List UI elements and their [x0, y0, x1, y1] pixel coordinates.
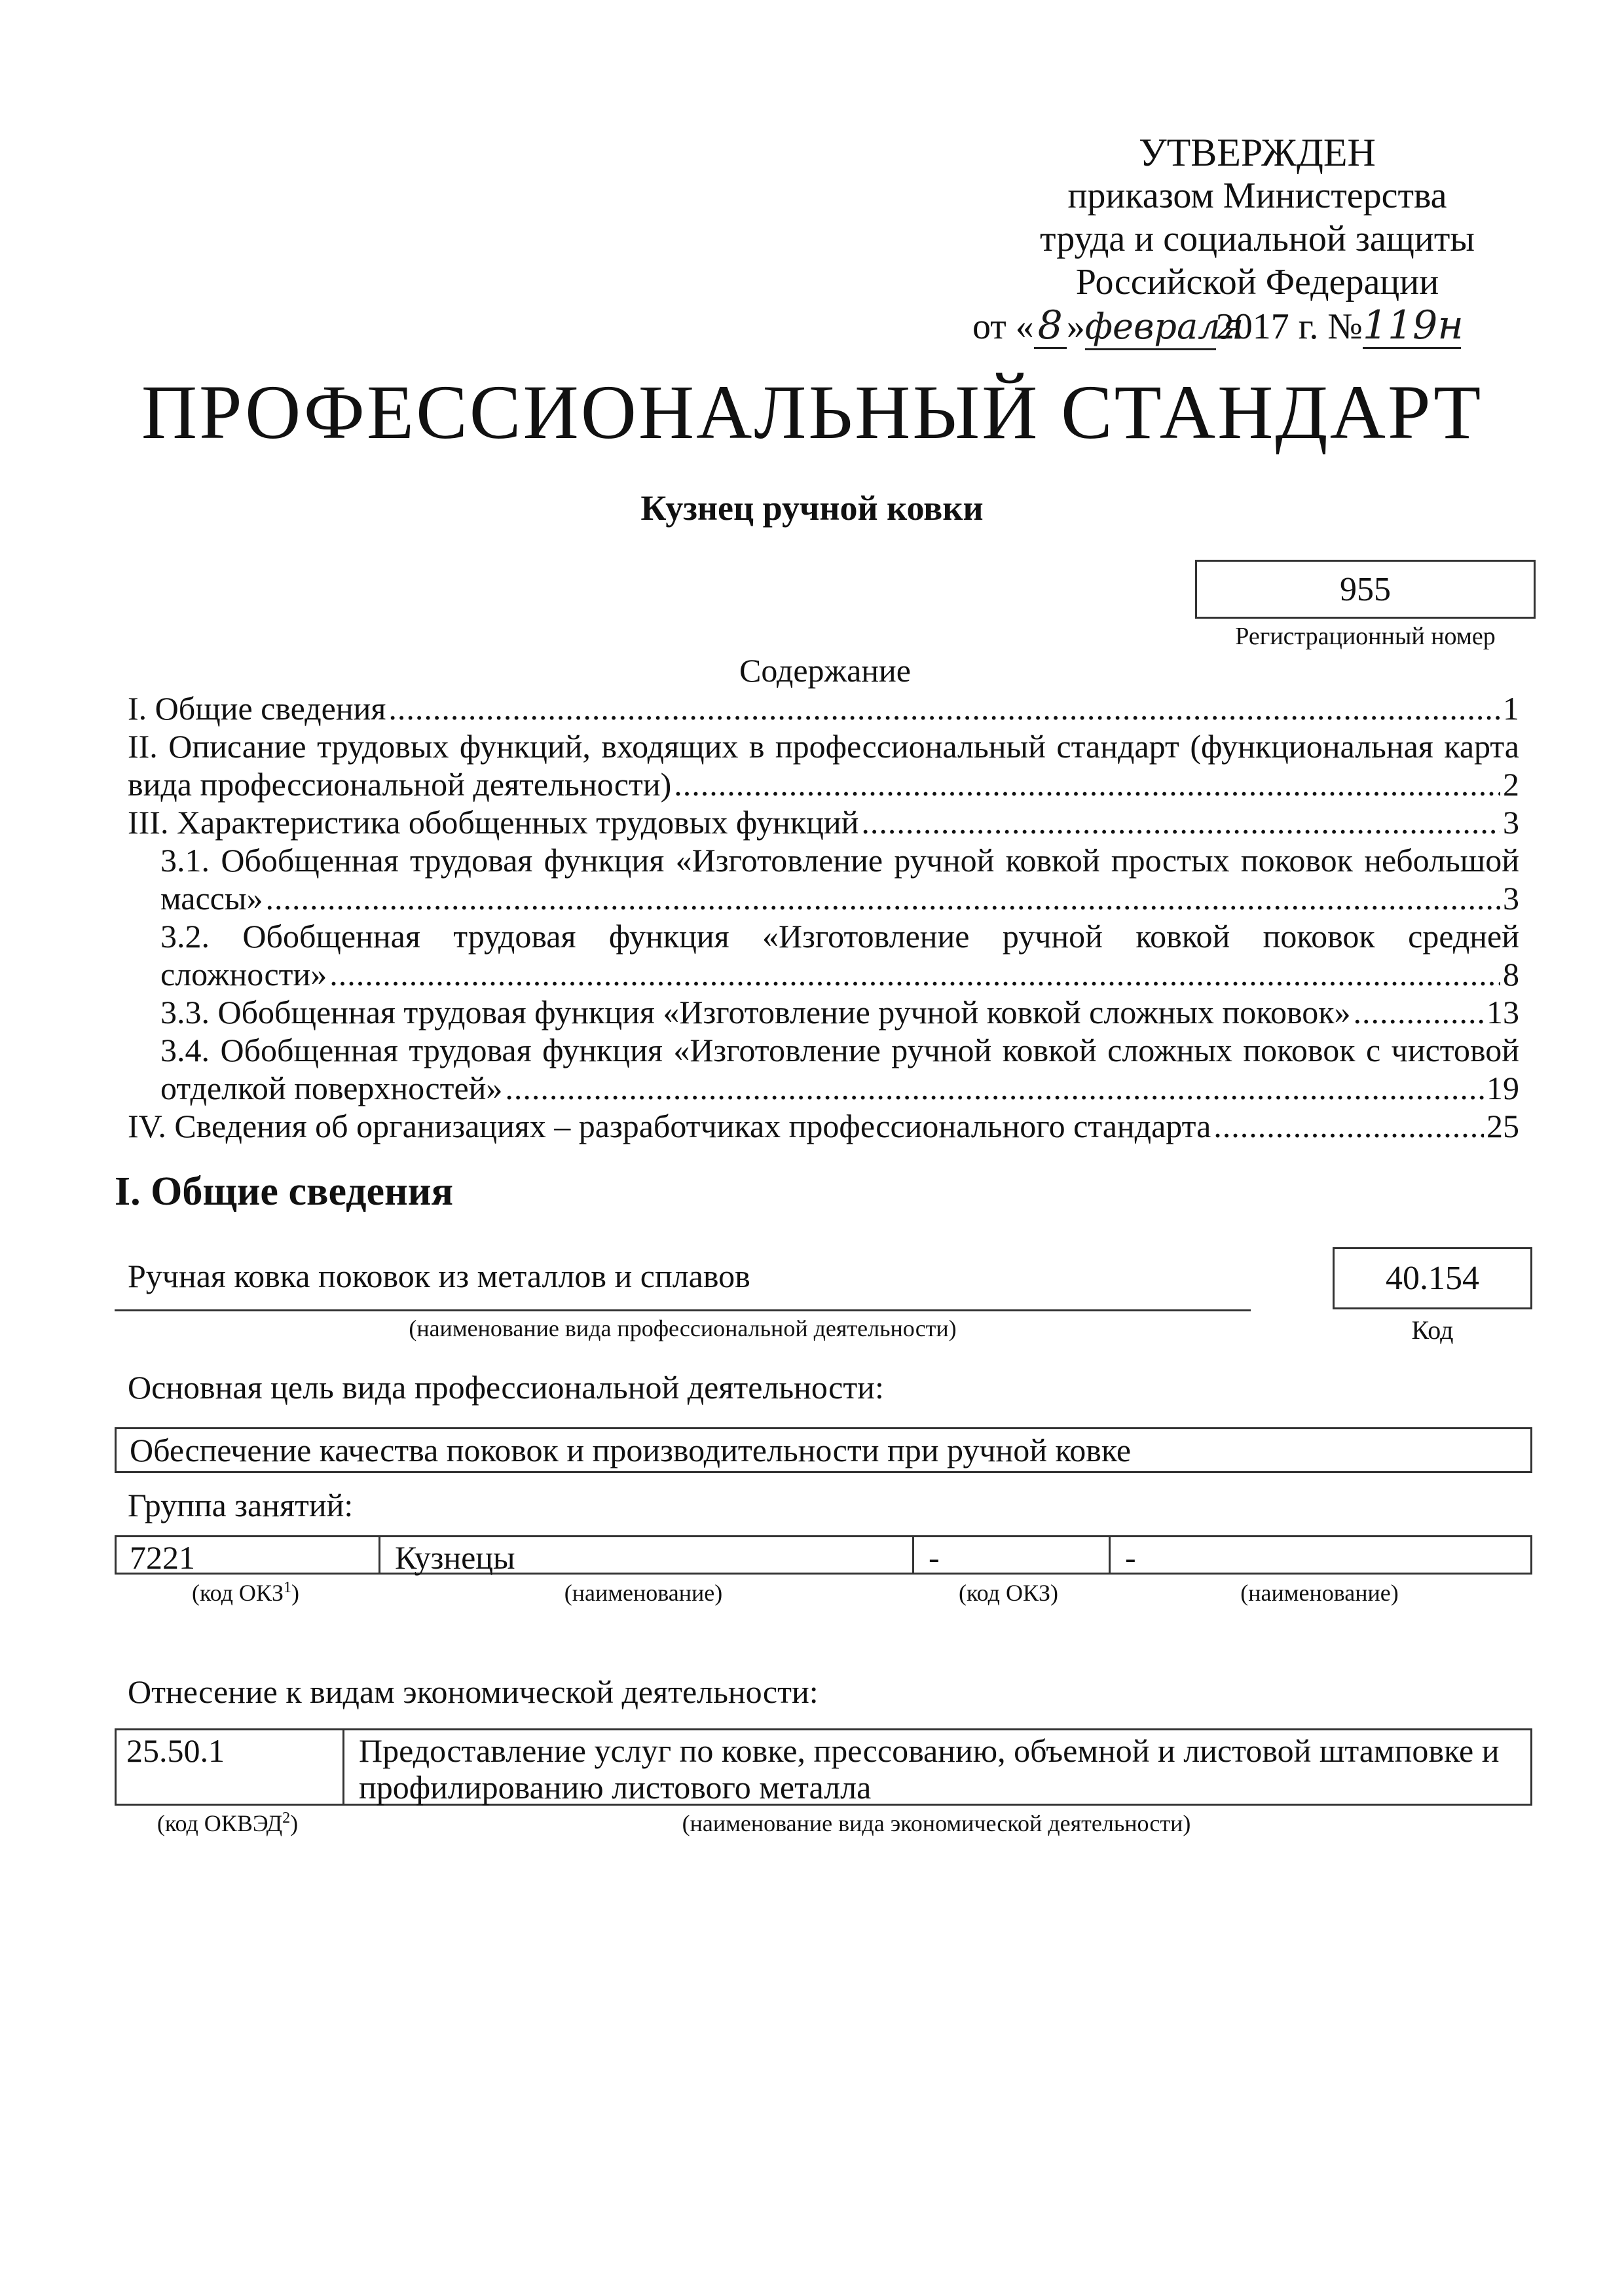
activity-underline: [115, 1309, 1251, 1311]
group-code-1: 7221: [130, 1539, 195, 1576]
econ-col-divider: [342, 1730, 344, 1804]
activity-name: Ручная ковка поковок из металлов и сплавов: [128, 1258, 750, 1294]
toc-item-continuation: сложности» ..... 8: [160, 955, 1519, 993]
activity-code: 40.154: [1386, 1260, 1479, 1297]
econ-name-line1: Предоставление услуг по ковке, прессованию, объемной и листовой штамповке и: [359, 1732, 1500, 1769]
econ-name-caption: (наименование вида экономической деятельности): [682, 1810, 1191, 1836]
registration-number: 955: [1340, 570, 1391, 608]
toc-item: II. Описание трудовых функций, входящих в профессиональный стандарт (функциональная карта: [128, 728, 1519, 765]
activity-caption: (наименование вида профессиональной деятельности): [409, 1315, 957, 1341]
econ-table: [115, 1728, 1532, 1806]
goal-box: [115, 1427, 1532, 1473]
group-col-divider: [378, 1537, 380, 1573]
goal-text: Обеспечение качества поковок и производительности при ручной ковке: [130, 1432, 1132, 1468]
group-col-divider: [912, 1537, 914, 1573]
approval-date-line: [943, 304, 1572, 350]
group-code-2-caption: (код ОКЗ): [959, 1580, 1058, 1606]
approval-title: УТВЕРЖДЕН: [1139, 131, 1376, 174]
toc-heading: Содержание: [739, 652, 911, 689]
group-name-2: -: [1125, 1539, 1136, 1576]
econ-label: Отнесение к видам экономической деятельности:: [128, 1673, 819, 1710]
toc-item-continuation: массы» ..... 3: [160, 879, 1519, 917]
toc-item-continuation: отделкой поверхностей» ..... 19: [160, 1069, 1519, 1107]
toc-item-continuation: вида профессиональной деятельности) ..... 2: [128, 765, 1519, 803]
section-heading: I. Общие сведения: [115, 1169, 454, 1214]
econ-code-caption: (код ОКВЭД$^2$): [157, 1810, 299, 1836]
toc-item: 3.4. Обобщенная трудовая функция «Изготовление ручной ковкой сложных поковок с чистовой: [160, 1032, 1519, 1068]
econ-name-line2: профилированию листового металла: [359, 1769, 872, 1806]
approval-block: [943, 131, 1572, 350]
approval-line4: Российской Федерации: [1075, 262, 1439, 302]
approval-line2: приказом Министерства: [1067, 175, 1447, 216]
registration-number-box: [1195, 560, 1536, 619]
group-name-2-caption: (наименование): [1240, 1580, 1399, 1606]
toc-item: III. Характеристика обобщенных трудовых функций ..... 3: [128, 803, 1519, 841]
toc-item: 3.3. Обобщенная трудовая функция «Изготовление ручной ковкой сложных поковок» ..... 13: [160, 993, 1519, 1031]
approval-line3: труда и социальной защиты: [1040, 219, 1475, 259]
group-code-1-caption: (код ОКЗ$^1$): [192, 1579, 299, 1606]
date-day-suffix: »: [1066, 306, 1085, 347]
activity-code-box: [1333, 1247, 1532, 1309]
order-number: 119н: [1362, 302, 1464, 348]
econ-code: 25.50.1: [126, 1732, 225, 1769]
registration-caption: Регистрационный номер: [1235, 623, 1496, 650]
group-label: Группа занятий:: [128, 1487, 354, 1523]
group-name-1: Кузнецы: [395, 1539, 515, 1576]
toc-item: I. Общие сведения ..... 1: [128, 689, 1519, 727]
group-code-2: -: [929, 1539, 940, 1576]
date-month: февраля: [1085, 305, 1216, 350]
activity-code-caption: Код: [1411, 1315, 1454, 1345]
document-title: ПРОФЕССИОНАЛЬНЫЙ СТАНДАРТ: [141, 369, 1483, 455]
toc-item: 3.1. Обобщенная трудовая функция «Изготовление ручной ковкой простых поковок небольшой: [160, 842, 1519, 879]
toc-item: IV. Сведения об организациях – разработчиках профессионального стандарта ..... 25: [128, 1107, 1519, 1145]
group-table: [115, 1535, 1532, 1575]
group-name-1-caption: (наименование): [564, 1580, 723, 1606]
toc-item: 3.2. Обобщенная трудовая функция «Изготовление ручной ковкой поковок средней: [160, 918, 1519, 955]
date-year: 2017 г. №: [1215, 306, 1363, 347]
group-col-divider: [1109, 1537, 1111, 1573]
date-prefix: от «: [972, 306, 1034, 347]
date-day: 8: [1034, 304, 1067, 349]
document-subtitle: Кузнец ручной ковки: [640, 488, 984, 528]
goal-label: Основная цель вида профессиональной деятельности:: [128, 1369, 884, 1406]
